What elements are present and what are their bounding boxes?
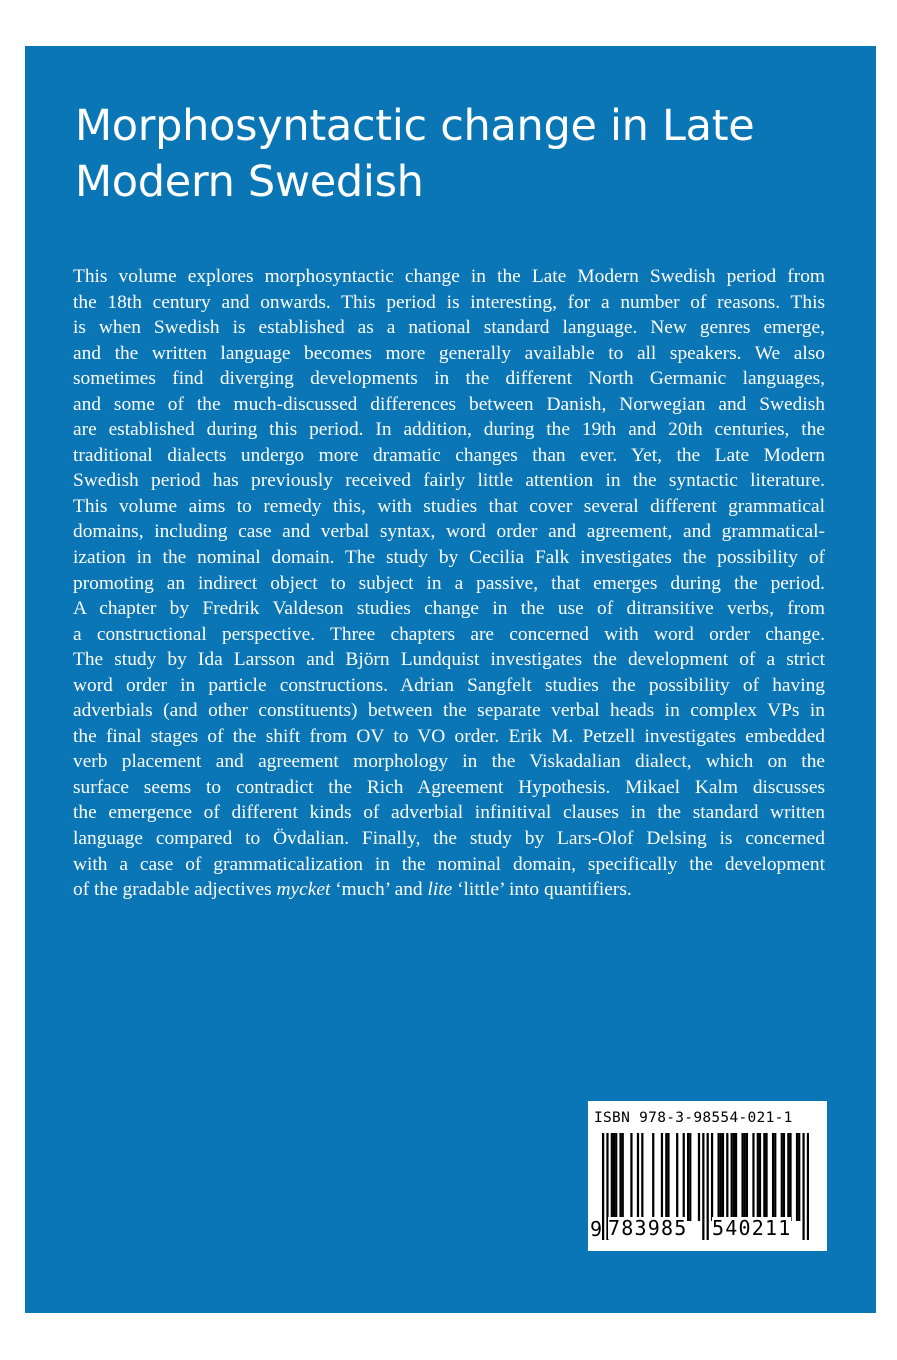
barcode-bar	[676, 1133, 678, 1221]
barcode-bar	[602, 1133, 604, 1240]
blurb-line: are established during this period. In addition, during the 19th and 20th centuries, the	[73, 419, 825, 441]
barcode-bar	[711, 1133, 713, 1221]
ean-first-digit: 9	[590, 1217, 603, 1241]
barcode-bar	[735, 1133, 737, 1221]
barcode-bar	[731, 1133, 733, 1221]
barcode-bar	[665, 1133, 667, 1221]
barcode-bar	[752, 1133, 754, 1221]
barcode-bar	[630, 1133, 632, 1221]
barcode-bar	[789, 1133, 791, 1221]
barcode-bar	[689, 1133, 691, 1221]
ean-right-digits: 540211	[712, 1216, 792, 1240]
barcode-bar	[687, 1133, 689, 1221]
barcode-bar	[667, 1133, 669, 1221]
barcode-bar	[622, 1133, 624, 1221]
blurb-line: the 18th century and onwards. This period is interesting, for a number of reasons. This	[73, 291, 825, 313]
blurb-line: a constructional perspective. Three chapters are concerned with word order change.	[73, 623, 825, 645]
barcode-bar	[744, 1133, 746, 1221]
barcode-bar	[707, 1133, 709, 1240]
blurb-text-segment: ‘little’ into quantifiers.	[452, 879, 632, 901]
barcode-bar	[783, 1133, 785, 1221]
blurb-line: A chapter by Fredrik Valdeson studies change in the use of ditransitive verbs, from	[73, 598, 825, 620]
barcode-bar	[717, 1133, 719, 1221]
blurb-line: surface seems to contradict the Rich Agreement Hypothesis. Mikael Kalm discusses	[73, 776, 825, 798]
blurb-line: This volume explores morphosyntactic change in the Late Modern Swedish period from	[73, 266, 825, 287]
barcode-bar	[746, 1133, 748, 1221]
isbn-label: ISBN 978-3-98554-021-1	[594, 1110, 793, 1126]
barcode-bar	[774, 1133, 776, 1221]
blurb-line: and the written language becomes more generally available to all speakers. We also	[73, 342, 825, 364]
blurb-line: This volume aims to remedy this, with studies that cover several different grammatical	[73, 495, 825, 517]
barcode-bar	[637, 1133, 639, 1221]
ean-left-digits: 783985	[608, 1216, 688, 1240]
barcode-bar	[741, 1133, 743, 1221]
barcode-bar	[619, 1133, 621, 1221]
book-title: Morphosyntactic change in Late Modern Swedish	[75, 101, 755, 207]
italic-term-mycket: mycket	[276, 879, 331, 901]
blurb-line-last	[73, 877, 825, 903]
blurb-line: word order in particle constructions. Adrian Sangfelt studies the possibility of having	[73, 674, 825, 696]
blurb-line: with a case of grammaticalization in the nominal domain, specifically the development	[73, 853, 825, 875]
isbn-barcode	[588, 1101, 827, 1251]
barcode-bar	[720, 1133, 722, 1221]
barcode-bar	[802, 1133, 804, 1240]
blurb-line: is when Swedish is established as a national standard language. New genres emerge,	[73, 317, 825, 339]
back-cover	[25, 46, 876, 1313]
barcode-bar	[763, 1133, 765, 1221]
blurb-line: The study by Ida Larsson and Björn Lundquist investigates the development of a strict	[73, 649, 825, 671]
barcode-bar	[611, 1133, 613, 1221]
barcode-bar	[765, 1133, 767, 1221]
barcode-bar	[613, 1133, 615, 1221]
blurb-line: traditional dialects undergo more dramatic changes than ever. Yet, the Late Modern	[73, 444, 825, 466]
barcode-bar	[661, 1133, 663, 1221]
barcode-bar	[641, 1133, 643, 1221]
blurb-line: promoting an indirect object to subject in a passive, that emerges during the period.	[73, 572, 825, 594]
barcode-bar	[726, 1133, 728, 1221]
blurb-line: ization in the nominal domain. The study by Cecilia Falk investigates the possibility of	[73, 547, 825, 569]
blurb-line: verb placement and agreement morphology in the Viskadalian dialect, which on the	[73, 751, 825, 773]
barcode-bar	[698, 1133, 700, 1221]
barcode-bar	[652, 1133, 654, 1221]
barcode-bar	[702, 1133, 704, 1240]
barcode-bar	[757, 1133, 759, 1221]
blurb-line: and some of the much-discussed differences between Danish, Norwegian and Swedish	[73, 393, 825, 415]
blurb-line: the final stages of the shift from OV to VO order. Erik M. Petzell investigates embedded	[73, 725, 825, 747]
blurb-line: language compared to Övdalian. Finally, the study by Lars-Olof Delsing is concerned	[73, 828, 825, 850]
blurb-line: sometimes find diverging developments in the different North Germanic languages,	[73, 368, 825, 390]
barcode-bar	[807, 1133, 809, 1240]
blurb-text-segment: ‘much’ and	[330, 879, 428, 901]
barcode-bar	[796, 1133, 798, 1221]
barcode-bar	[787, 1133, 789, 1221]
barcode-bar	[733, 1133, 735, 1221]
barcode-bar	[781, 1133, 783, 1221]
barcode-bar	[722, 1133, 724, 1221]
barcode-bar	[683, 1133, 685, 1221]
italic-term-lite: lite	[427, 879, 453, 901]
blurb-line: adverbials (and other constituents) between the separate verbal heads in complex VPs in	[73, 700, 825, 722]
blurb-text	[73, 264, 825, 903]
barcode-bar	[798, 1133, 800, 1221]
blurb-text-segment: of the gradable adjectives	[73, 879, 277, 901]
barcode-bar	[772, 1133, 774, 1221]
barcode-bar	[615, 1133, 617, 1221]
blurb-line: the emergence of different kinds of adverbial infinitival clauses in the standard written	[73, 802, 825, 824]
barcode-bar	[759, 1133, 761, 1221]
blurb-line: domains, including case and verbal syntax, word order and agreement, and grammatical-	[73, 521, 825, 543]
blurb-line: Swedish period has previously received fairly little attention in the syntactic literature.	[73, 470, 825, 492]
